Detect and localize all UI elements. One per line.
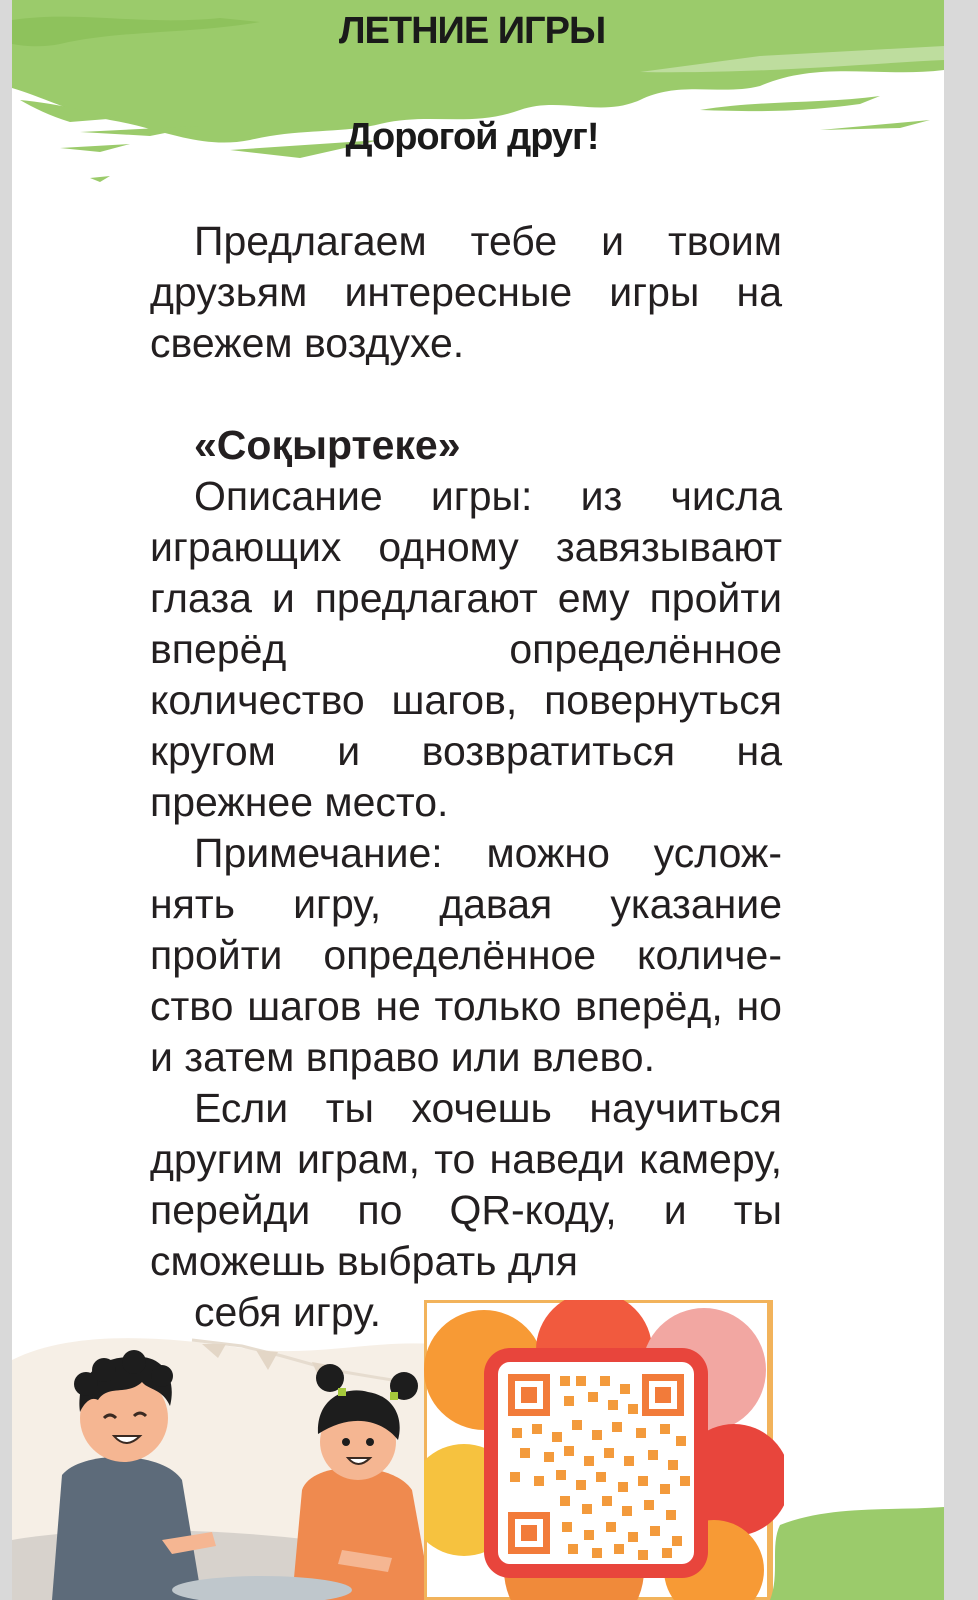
cta-last-line: себя игру. — [194, 1289, 382, 1335]
qr-code-panel — [424, 1300, 784, 1600]
children-illustration — [12, 1300, 432, 1600]
game-description: Описание игры: из числа играющих одному завязывают глаза и предлагают ему пройти вперёд определённое количество шагов, повернуться кругом и возвратиться на прежнее место. — [150, 473, 782, 825]
text-column — [150, 216, 782, 1338]
intro-paragraph: Предлагаем тебе и твоим друзьям интересные игры на свежем воздухе. — [150, 218, 782, 366]
right-edge — [944, 0, 978, 1600]
cta-paragraph: Если ты хочешь научиться другим играм, то наведи камеру, перейди по QR-коду, и ты сможешь выбрать для — [150, 1085, 782, 1284]
game-title: «Соқыртеке» — [194, 422, 461, 468]
green-brush-footer — [770, 1505, 950, 1600]
page-title: ЛЕТНИЕ ИГРЫ — [338, 10, 606, 52]
paragraph-gap — [150, 369, 782, 420]
left-edge — [0, 0, 12, 1600]
greeting-heading: Дорогой друг! — [345, 116, 599, 158]
game-note: Примечание: можно усложнять игру, давая указание пройти определённое количество шагов не только вперёд, но и затем вправо или влево. — [150, 830, 782, 1080]
